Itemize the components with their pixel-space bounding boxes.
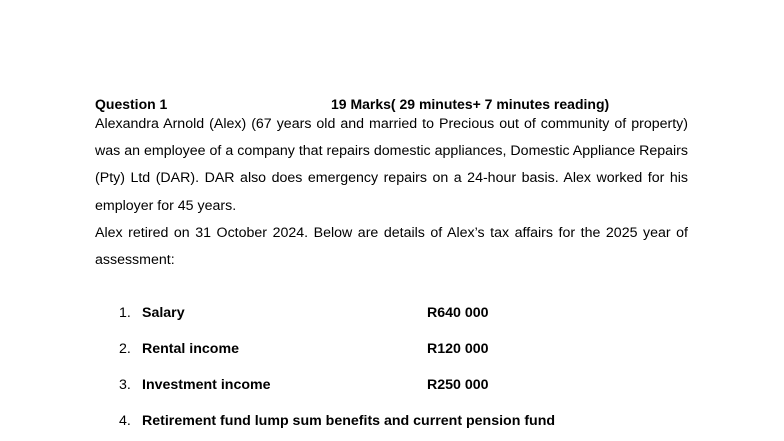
- list-item-label: Rental income: [142, 341, 239, 357]
- list-item: [119, 303, 719, 323]
- list-item: [119, 339, 719, 359]
- list-item: [119, 375, 719, 395]
- list-item-number: 4.: [119, 413, 131, 429]
- list-item-amount: R250 000: [427, 377, 489, 393]
- list-item-label: Investment income: [142, 377, 271, 393]
- list-item-amount: R120 000: [427, 341, 489, 357]
- question-marks: 19 Marks( 29 minutes+ 7 minutes reading): [331, 96, 610, 112]
- list-item: [119, 411, 719, 431]
- list-item-label: Retirement fund lump sum benefits and current pension fund: [142, 413, 556, 429]
- list-item-number: 1.: [119, 305, 131, 321]
- list-item-number: 2.: [119, 341, 131, 357]
- paragraph-intro: Alexandra Arnold (Alex) (67 years old and married to Precious out of community of property) was an employee of a company that repairs domestic appliances, Domestic Appliance Repairs (Pty) Ltd (DAR). DAR also does emergency repairs on a 24-hour basis. Alex worked for his employer for 45 years.: [95, 116, 688, 214]
- question-body: [95, 111, 688, 274]
- paragraph-retirement: Alex retired on 31 October 2024. Below are details of Alex’s tax affairs for the 2025 year of assessment:: [95, 224, 688, 269]
- list-item-label: Salary: [142, 305, 185, 321]
- list-item-amount: R640 000: [427, 305, 489, 321]
- question-title: Question 1: [95, 96, 168, 112]
- list-item-number: 3.: [119, 377, 131, 393]
